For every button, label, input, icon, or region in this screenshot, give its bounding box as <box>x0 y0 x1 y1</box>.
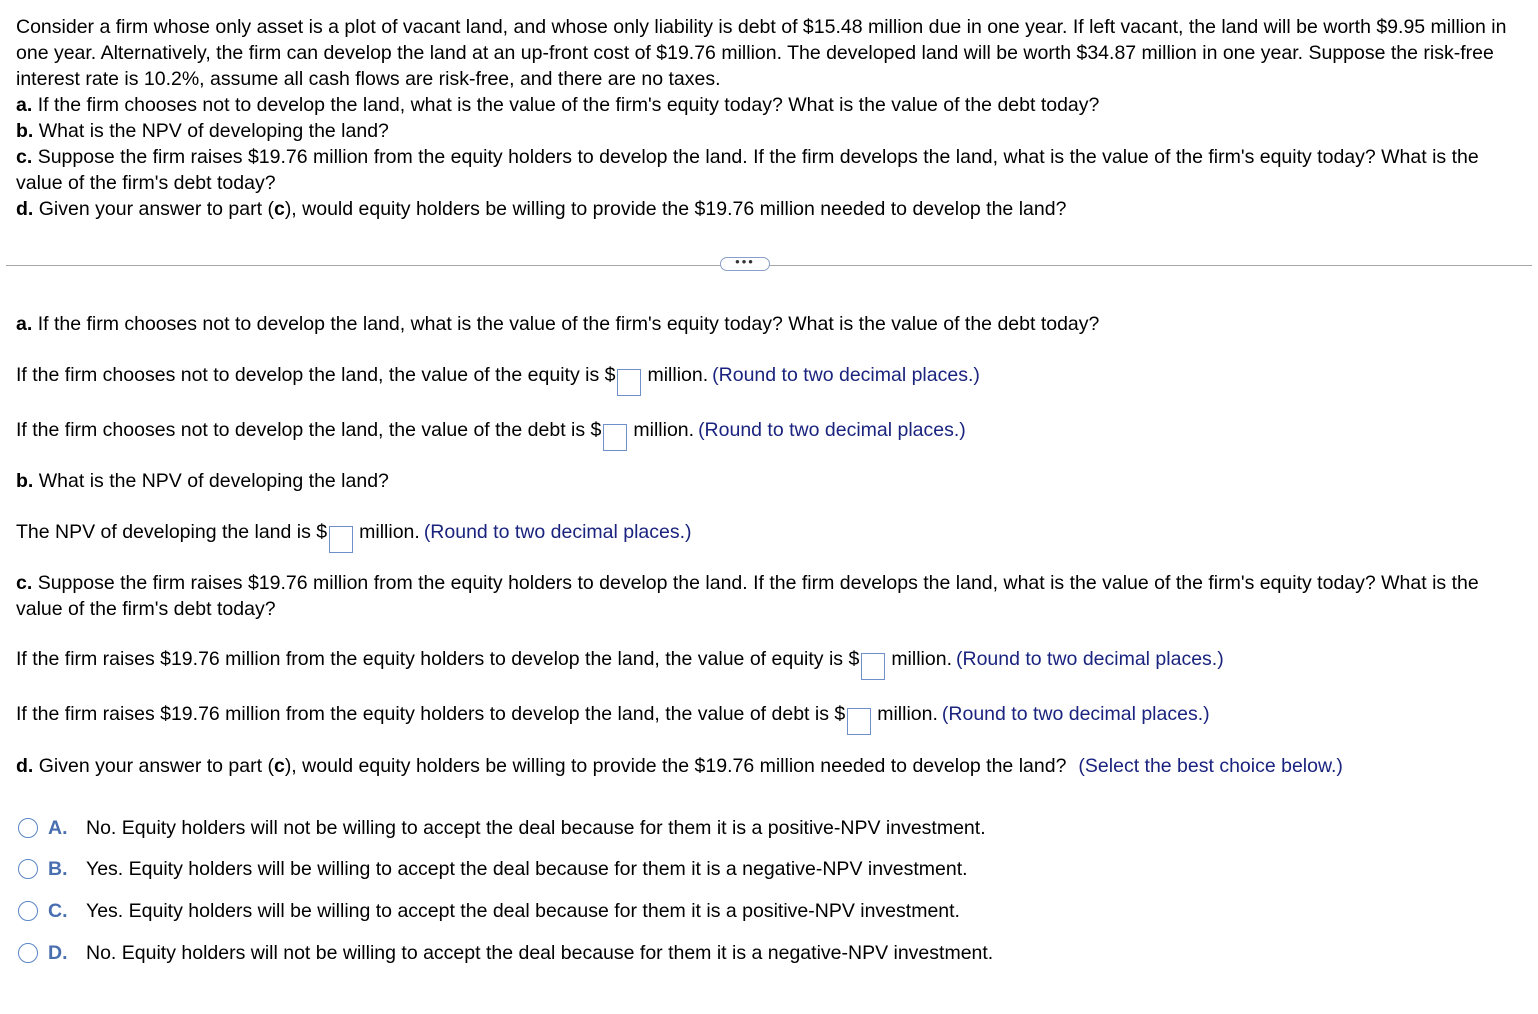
radio-button[interactable] <box>18 818 38 838</box>
part-d-heading: d. Given your answer to part (c), would equity holders be willing to provide the $19.76 million needed to develop the land? (Select the best choice below.) <box>16 755 1343 777</box>
radio-button[interactable] <box>18 859 38 879</box>
round-hint: (Round to two decimal places.) <box>698 419 966 441</box>
problem-statement <box>16 14 1526 222</box>
answer-row-equity-no-develop: If the firm chooses not to develop the land, the value of the equity is $ million. (Round to two decimal places.) <box>16 362 980 396</box>
equity-develop-input[interactable] <box>861 653 885 680</box>
part-b-heading: b. What is the NPV of developing the land? <box>16 470 389 492</box>
question-b: b. What is the NPV of developing the land? <box>16 120 389 142</box>
problem-intro: Consider a firm whose only asset is a plot of vacant land, and whose only liability is debt of $15.48 million due in one year. If left vacant, the land will be worth $9.95 million in one year. Alternatively, the firm can develop the land at an up-front cost of $19.76 million. The developed land will be worth $34.87 million in one year. Suppose the risk-free interest rate is 10.2%, assume all cash flows are risk-free, and there are no taxes. <box>16 16 1507 90</box>
debt-no-develop-input[interactable] <box>603 424 627 451</box>
round-hint: (Round to two decimal places.) <box>712 364 980 386</box>
answer-row-debt-no-develop: If the firm chooses not to develop the land, the value of the debt is $ million. (Round to two decimal places.) <box>16 417 966 451</box>
question-a: a. If the firm chooses not to develop the land, what is the value of the firm's equity today? What is the value of the debt today? <box>16 94 1100 116</box>
question-c: c. Suppose the firm raises $19.76 million from the equity holders to develop the land. If the firm develops the land, what is the value of the firm's equity today? What is the value of the firm's debt today? <box>16 146 1479 194</box>
debt-develop-input[interactable] <box>847 708 871 735</box>
expand-more-button[interactable]: ••• <box>720 257 770 271</box>
equity-no-develop-input[interactable] <box>617 369 641 396</box>
part-c-heading: c. Suppose the firm raises $19.76 million from the equity holders to develop the land. If the firm develops the land, what is the value of the firm's equity today? What is the value of the firm's debt today? <box>16 572 1479 620</box>
question-d: d. Given your answer to part (c), would equity holders be willing to provide the $19.76 million needed to develop the land? <box>16 198 1067 220</box>
round-hint: (Round to two decimal places.) <box>956 648 1224 670</box>
round-hint: (Round to two decimal places.) <box>941 703 1210 725</box>
choice-b[interactable]: B. Yes. Equity holders will be willing to accept the deal because for them it is a negative-NPV investment. <box>18 857 968 881</box>
choice-a[interactable]: A. No. Equity holders will not be willing to accept the deal because for them it is a positive-NPV investment. <box>18 816 986 840</box>
answer-row-debt-develop: If the firm raises $19.76 million from the equity holders to develop the land, the value of debt is $ million. (Round to two decimal places.) <box>16 701 1210 735</box>
answer-row-equity-develop: If the firm raises $19.76 million from the equity holders to develop the land, the value of equity is $ million. (Round to two decimal places.) <box>16 646 1224 680</box>
part-a-heading: a. If the firm chooses not to develop the land, what is the value of the firm's equity today? What is the value of the debt today? <box>16 313 1100 335</box>
choice-d[interactable]: D. No. Equity holders will not be willing to accept the deal because for them it is a negative-NPV investment. <box>18 941 993 965</box>
radio-button[interactable] <box>18 943 38 963</box>
round-hint: (Round to two decimal places.) <box>423 521 692 543</box>
npv-input[interactable] <box>329 526 353 553</box>
answer-row-npv: The NPV of developing the land is $ million. (Round to two decimal places.) <box>16 519 692 553</box>
radio-button[interactable] <box>18 901 38 921</box>
choice-c[interactable]: C. Yes. Equity holders will be willing to accept the deal because for them it is a positive-NPV investment. <box>18 899 960 923</box>
select-hint: (Select the best choice below.) <box>1078 755 1343 777</box>
